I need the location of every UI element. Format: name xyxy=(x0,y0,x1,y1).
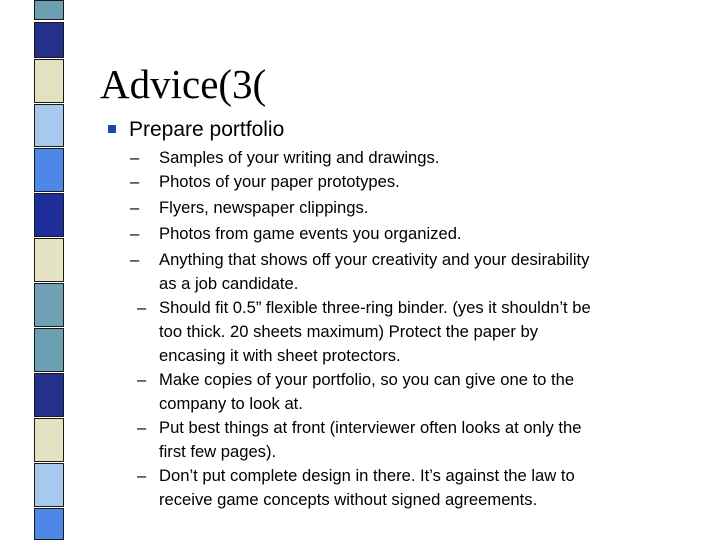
sub-bullet-item xyxy=(130,146,439,170)
sub-bullet-line: receive game concepts without signed agreements. xyxy=(159,489,538,509)
dash-bullet-icon: – xyxy=(130,148,140,167)
sub-bullet-line: Flyers, newspaper clippings. xyxy=(159,198,369,217)
sub-bullet-line: encasing it with sheet protectors. xyxy=(159,345,401,365)
sub-bullet-line: Anything that shows off your creativity and your desirability xyxy=(159,250,590,269)
dash-bullet-icon: – xyxy=(137,298,147,317)
bullet-text: Prepare portfolio xyxy=(129,118,285,141)
dash-bullet-icon: – xyxy=(137,466,147,485)
sub-bullet-line: Put best things at front (interviewer often looks at only the xyxy=(159,418,582,437)
dash-bullet-icon: – xyxy=(130,224,140,243)
sub-bullet-line: Should fit 0.5” flexible three-ring binder. (yes it shouldn’t be xyxy=(159,298,591,317)
sub-bullet-line: Samples of your writing and drawings. xyxy=(159,148,440,167)
slide-title: Advice(3( xyxy=(100,61,267,107)
sub-bullet-item xyxy=(137,416,581,464)
sub-bullet-item xyxy=(137,368,574,416)
sub-bullet-line: too thick. 20 sheets maximum) Protect the paper by xyxy=(159,321,539,341)
sub-bullet-line: as a job candidate. xyxy=(159,273,299,293)
dash-bullet-icon: – xyxy=(130,198,140,217)
sub-bullet-line: company to look at. xyxy=(159,393,303,413)
dash-bullet-icon: – xyxy=(137,418,147,437)
dash-bullet-icon: – xyxy=(137,370,147,389)
sub-bullet-item xyxy=(130,196,368,220)
sub-bullet-line: first few pages). xyxy=(159,441,277,461)
dash-bullet-icon: – xyxy=(130,250,140,269)
sub-bullet-item xyxy=(130,248,589,296)
sub-bullet-item xyxy=(130,170,400,194)
sub-bullet-line: Photos of your paper prototypes. xyxy=(159,172,400,191)
sub-bullet-item xyxy=(130,222,462,246)
sub-bullet-line: Don’t put complete design in there. It’s against the law to xyxy=(159,466,575,485)
dash-bullet-icon: – xyxy=(130,172,140,191)
sub-bullet-line: Photos from game events you organized. xyxy=(159,224,462,243)
sub-bullet-line: Make copies of your portfolio, so you can give one to the xyxy=(159,370,575,389)
sub-bullet-item xyxy=(137,464,575,512)
sub-bullet-item xyxy=(137,296,591,367)
